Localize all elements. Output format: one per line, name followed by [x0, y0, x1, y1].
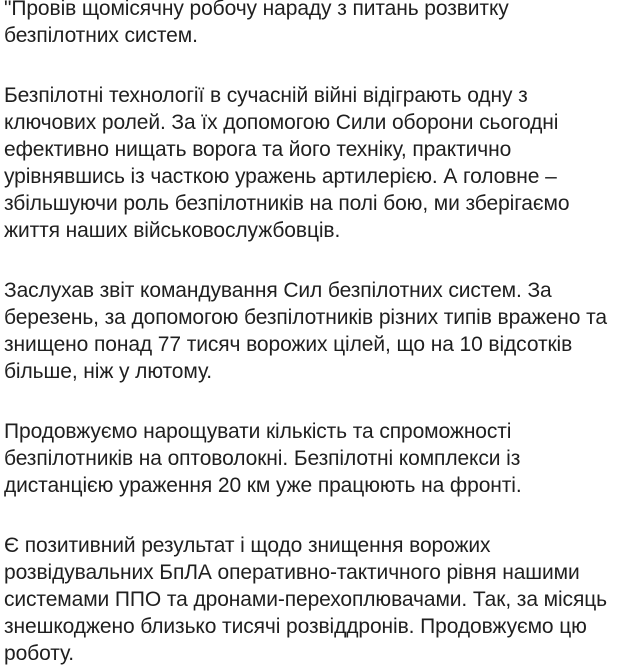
post-text	[4, 0, 623, 667]
paragraph-recon-drone-interception: Є позитивний результат і щодо знищення ворожих розвідувальних БпЛА оперативно-тактичного рівня нашими системами ППО та дронами-перехоплювачами. Так, за місяць знешкоджено близько тисячі розвіддронів. Продовжуємо цю роботу.	[4, 534, 607, 665]
paragraph-command-report: Заслухав звіт командування Сил безпілотних систем. За березень, за допомогою безпілотників різних типів вражено та знищено понад 77 тисяч ворожих цілей, що на 10 відсотків більше, ніж у лютому.	[4, 279, 607, 383]
paragraph-technology-role: Безпілотні технології в сучасній війні відіграють одну з ключових ролей. За їх допомогою Сили оборони сьогодні ефективно нищать ворога та його техніку, практично урівнявшись із часткою уражень артилерією. А головне – збільшуючи роль безпілотників на полі бою, ми зберігаємо життя наших військовослужбовців.	[4, 84, 570, 242]
paragraph-intro: "Провів щомісячну робочу нараду з питань розвитку безпілотних систем.	[4, 0, 509, 47]
paragraph-fiber-optic-drones: Продовжуємо нарощувати кількість та спроможності безпілотників на оптоволокні. Безпілотні комплекси із дистанцією ураження 20 км уже працюють на фронті.	[4, 420, 522, 497]
